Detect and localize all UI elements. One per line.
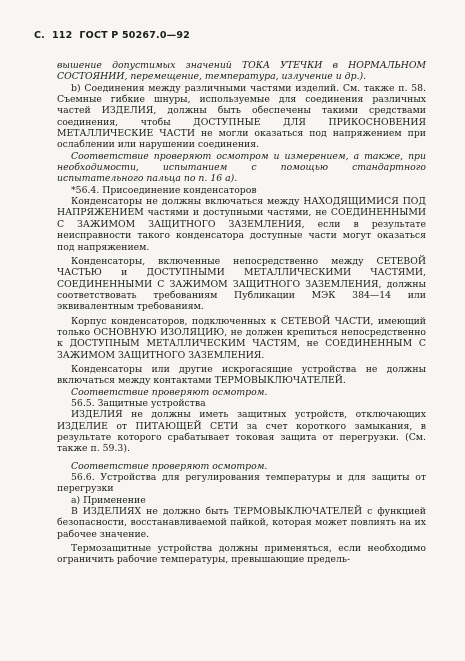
paragraph-compliance-inspection-2: Соответствие проверяют осмотром. [71,460,268,472]
paragraph-item-b: b) Соединения между различными частями изделий. См. также п. 58. Съемные гибкие шнуры, используемые для соединения различных частей ИЗДЕЛИЯ, должны быть обеспечены такими средствами соединения, чтобы ДОСТУПНЫЕ ДЛЯ ПРИКОСНОВЕНИЯ МЕТАЛЛИЧЕСКИЕ ЧАСТИ не могли оказаться под напряжением при ослаблении или нарушении соединения. [57,82,426,151]
section-heading-56-5: 56.5. Защитные устройства [71,397,206,409]
standard-designation: ГОСТ Р 50267.0—92 [79,30,190,41]
document-body [57,60,426,566]
page-header [34,30,197,41]
paragraph-continuation: вышение допустимых значений ТОКА УТЕЧКИ в НОРМАЛЬНОМ СОСТОЯНИИ, перемещение, температура, излучение и др.). [57,60,426,83]
subheading-application: a) Применение [71,494,146,506]
paragraph-capacitor-housing: Корпус конденсаторов, подключенных к СЕТЕВОЙ ЧАСТИ, имеющий только ОСНОВНУЮ ИЗОЛЯЦИЮ, не должен крепиться непосредственно к ДОСТУПНЫМ МЕТАЛЛИЧЕСКИМ ЧАСТЯМ, не СОЕДИНЕННЫМ С ЗАЖИМОМ ЗАЩИТНОГО ЗАЗЕМЛЕНИЯ. [57,315,426,361]
paragraph-thermal-protection: Термозащитные устройства должны применяться, если необходимо ограничить рабочие температуры, превышающие предель- [57,543,426,566]
section-heading-56-6: 56.6. Устройства для регулирования температуры и для защиты от перегрузки [57,472,426,495]
paragraph-spark-suppressors: Конденсаторы или другие искрогасящие устройства не должны включаться между контактами ТЕРМОВЫКЛЮЧАТЕЛЕЙ. [57,363,426,387]
paragraph-capacitors-mains-part: Конденсаторы, включенные непосредственно между СЕТЕВОЙ ЧАСТЬЮ и ДОСТУПНЫМИ МЕТАЛЛИЧЕСКИМИ ЧАСТЯМИ, СОЕДИНЕННЫМИ С ЗАЖИМОМ ЗАЩИТНОГО ЗАЗЕМЛЕНИЯ, должны соответствовать требованиям Публикации МЭК 384—14 или эквивалентным требованиям. [57,255,426,313]
paragraph-compliance-inspection: Соответствие проверяют осмотром. [71,386,268,398]
paragraph-capacitors-live-parts: Конденсаторы не должны включаться между НАХОДЯЩИМИСЯ ПОД НАПРЯЖЕНИЕМ частями и доступными частями, не СОЕДИНЕННЫМИ С ЗАЖИМОМ ЗАЩИТНОГО ЗАЗЕМЛЕНИЯ, если в результате неисправности такого конденсатора доступные части могут оказаться под напряжением. [57,196,426,253]
paragraph-protective-devices: ИЗДЕЛИЯ не должны иметь защитных устройств, отключающих ИЗДЕЛИЕ от ПИТАЮЩЕЙ СЕТИ за счет короткого замыкания, в результате которого срабатывает токовая защита от перегрузки. (См. также п. 59.3). [57,409,426,455]
page-number: 112 [51,30,73,41]
section-heading-56-4: *56.4. Присоединение конденсаторов [71,184,257,196]
page-label: С. [34,30,45,41]
paragraph-thermal-cutouts: В ИЗДЕЛИЯХ не должно быть ТЕРМОВЫКЛЮЧАТЕЛЕЙ с функцией безопасности, восстанавливаемой пайкой, которая может повлиять на их рабочее значение. [57,506,426,540]
paragraph-compliance-check: Соответствие проверяют осмотром и измерением, а также, при необходимости, испытанием с помощью стандартного испытательного пальца по п. 16 а). [57,150,426,185]
